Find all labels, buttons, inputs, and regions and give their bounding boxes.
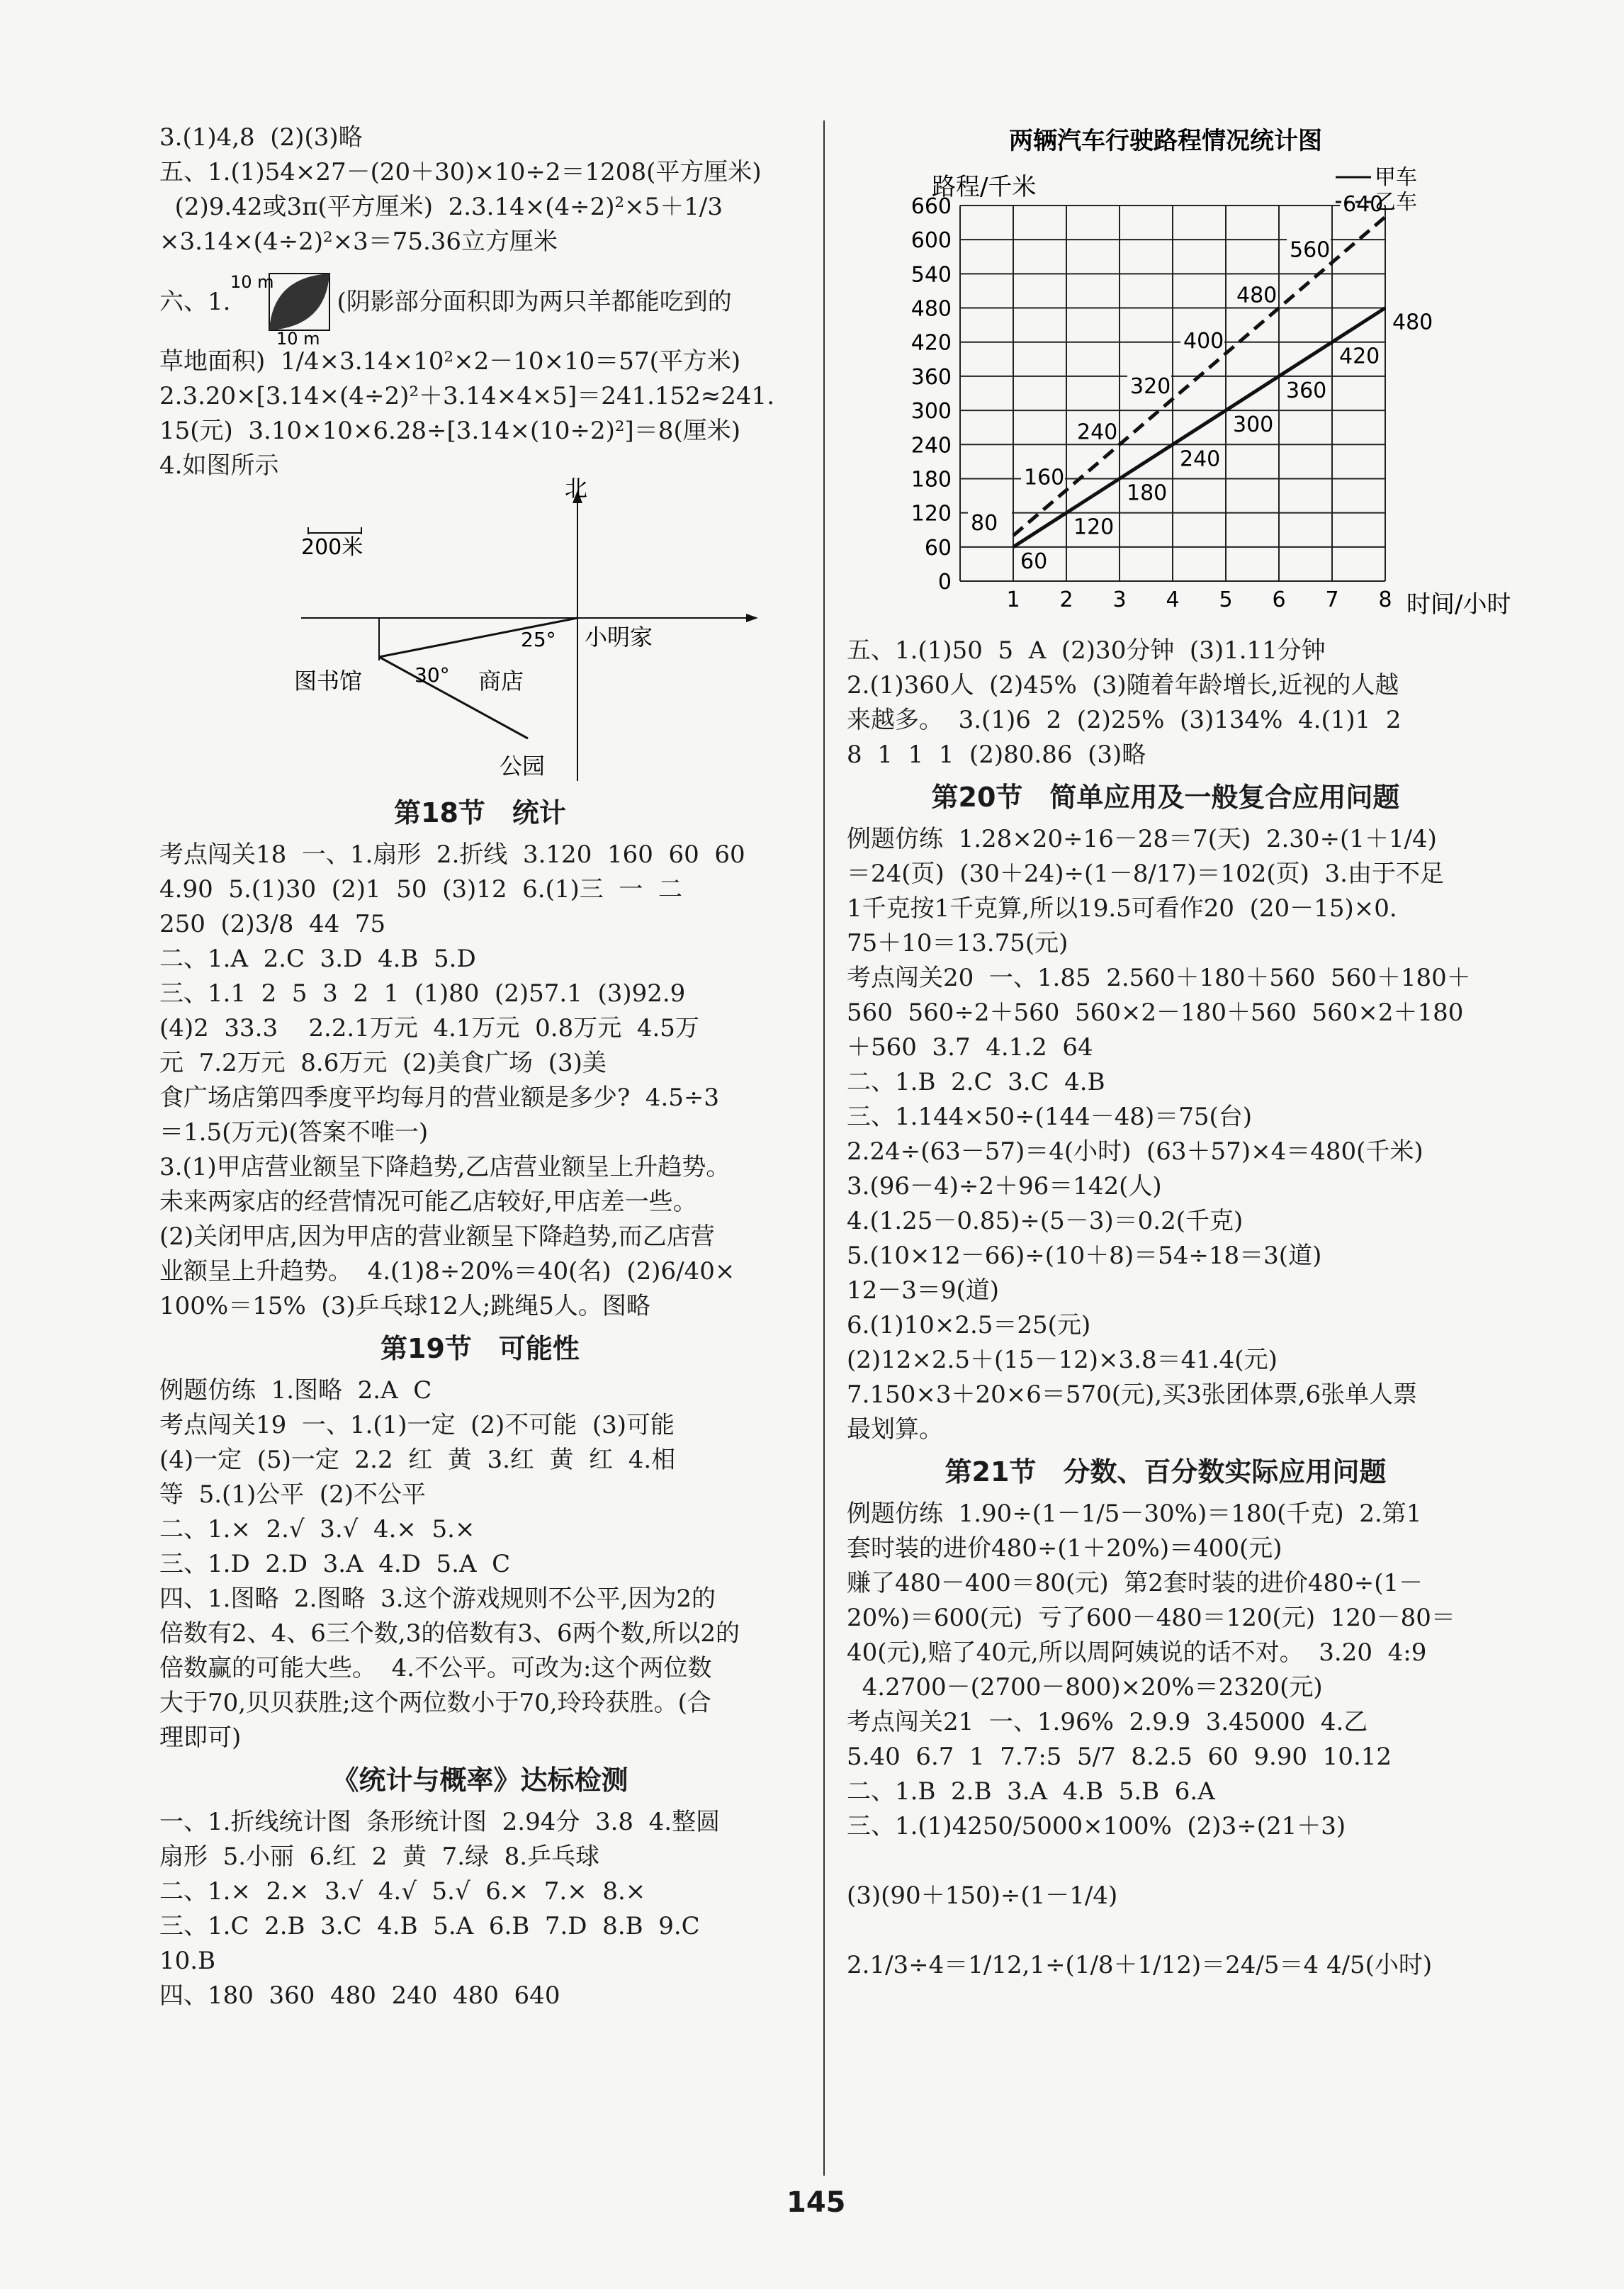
y-tick-label: 300 xyxy=(910,399,952,424)
text-line: (4)一定 (5)一定 2.2 红 黄 3.红 黄 红 4.相 xyxy=(159,1446,676,1474)
text-line: 赚了480－400＝80(元) 第2套时装的进价480÷(1－ xyxy=(847,1569,1423,1597)
data-label: 420 xyxy=(1339,344,1380,369)
text-line: 二、1.× 2.× 3.√ 4.√ 5.√ 6.× 7.× 8.× xyxy=(159,1877,646,1906)
x-tick-label: 3 xyxy=(1112,587,1127,612)
north-label: 北 xyxy=(565,475,588,502)
data-label: 180 xyxy=(1127,480,1168,506)
y-tick-label: 240 xyxy=(910,433,952,459)
home-label: 小明家 xyxy=(585,624,653,651)
figure-bottom-label: 10 m xyxy=(276,329,320,349)
text-line: (2)9.42或3π(平方厘米) 2.3.14×(4÷2)²×5＋1/3 xyxy=(159,193,723,221)
text-line: 例题仿练 1.图略 2.A C xyxy=(159,1376,432,1405)
data-label: 480 xyxy=(1236,283,1278,308)
data-label: 120 xyxy=(1073,514,1115,540)
text-line: 7.150×3＋20×6＝570(元),买3张团体票,6张单人票 xyxy=(847,1380,1418,1409)
section-19-body xyxy=(159,1373,801,1755)
y-tick-label: 600 xyxy=(910,228,952,254)
text-line: 二、1.B 2.B 3.A 4.B 5.B 6.A xyxy=(847,1777,1215,1806)
text-line: 五、1.(1)50 5 A (2)30分钟 (3)1.11分钟 xyxy=(847,636,1326,665)
section-19-title: 第19节 可能性 xyxy=(380,1333,580,1364)
section-20-title: 第20节 简单应用及一般复合应用问题 xyxy=(931,782,1400,813)
text-line: 二、1.B 2.C 3.C 4.B xyxy=(847,1068,1105,1096)
legend-label: 乙车 xyxy=(1375,190,1417,215)
text-line: 3.(96－4)÷2＋96＝142(人) xyxy=(847,1172,1162,1200)
shaded-figure-row xyxy=(159,259,801,349)
right-column xyxy=(847,120,1511,1983)
text-line: 二、1.× 2.√ 3.√ 4.× 5.× xyxy=(159,1515,475,1543)
text-line: 倍数有2、4、6三个数,3的倍数有3、6两个数,所以2的 xyxy=(159,1619,740,1648)
left-column xyxy=(159,120,801,2013)
angle-25: 25° xyxy=(521,628,556,651)
text-line: 二、1.A 2.C 3.D 4.B 5.D xyxy=(159,945,476,973)
y-tick-label: 60 xyxy=(924,535,952,561)
angle-30: 30° xyxy=(415,663,450,687)
text-line: 20%)＝600(元) 亏了600－480＝120(元) 120－80＝ xyxy=(847,1604,1455,1632)
text-line: 考点闯关19 一、1.(1)一定 (2)不可能 (3)可能 xyxy=(159,1411,675,1439)
text-line: 15(元) 3.10×10×6.28÷[3.14×(10÷2)²]＝8(厘米) xyxy=(159,417,740,445)
x-axis-label: 时间/小时 xyxy=(1406,590,1511,619)
text-line: 8 1 1 1 (2)80.86 (3)略 xyxy=(847,741,1146,769)
text-line: 考点闯关18 一、1.扇形 2.折线 3.120 160 60 60 xyxy=(159,840,745,869)
figure-side-label: 10 m xyxy=(230,272,274,292)
y-tick-label: 180 xyxy=(910,467,952,493)
text-line: 100%＝15% (3)乒乓球12人;跳绳5人。图略 xyxy=(159,1292,650,1320)
text-line: 12－3＝9(道) xyxy=(847,1276,1000,1305)
text-line: 四、1.图略 2.图略 3.这个游戏规则不公平,因为2的 xyxy=(159,1585,716,1613)
data-label: 320 xyxy=(1130,374,1171,400)
y-tick-label: 0 xyxy=(937,570,952,595)
section-18-body xyxy=(159,838,801,1324)
text-line: (2)关闭甲店,因为甲店的营业额呈下降趋势,而乙店营 xyxy=(159,1222,715,1251)
page-number: 145 xyxy=(786,2186,846,2219)
text-line: 三、1.1 2 5 3 2 1 (1)80 (2)57.1 (3)92.9 xyxy=(159,979,686,1008)
y-tick-label: 360 xyxy=(910,364,952,390)
text-line: ＝24(页) (30＋24)÷(1－8/17)＝102(页) 3.由于不足 xyxy=(847,860,1444,888)
text-line: 大于70,贝贝获胜;这个两位数小于70,玲玲获胜。(合 xyxy=(159,1689,711,1717)
text-line: 3.(1)4,8 (2)(3)略 xyxy=(159,123,363,152)
text-line: 5.(10×12－66)÷(10＋8)＝54÷18＝3(道) xyxy=(847,1242,1322,1270)
text-line: ×3.14×(4÷2)²×3＝75.36立方厘米 xyxy=(159,227,558,256)
shaded-region xyxy=(269,274,329,330)
chart-title: 两辆汽车行驶路程情况统计图 xyxy=(1009,127,1322,155)
park-label: 公园 xyxy=(500,753,546,780)
text-line: 三、1.C 2.B 3.C 4.B 5.A 6.B 7.D 8.B 9.C xyxy=(159,1912,700,1940)
text-line: 4.(1.25－0.85)÷(5－3)＝0.2(千克) xyxy=(847,1207,1244,1235)
data-label: 240 xyxy=(1077,420,1118,445)
library-label: 图书馆 xyxy=(294,668,363,694)
text-line: 业额呈上升趋势。 4.(1)8÷20%＝40(名) (2)6/40× xyxy=(159,1257,735,1286)
data-label: 560 xyxy=(1290,237,1331,263)
text-line: 三、1.144×50÷(144－48)＝75(台) xyxy=(847,1103,1253,1131)
data-label: 400 xyxy=(1183,328,1224,354)
left-block-a xyxy=(159,120,801,259)
column-divider xyxy=(823,120,825,2176)
text-line: (4)2 33.3 2.2.1万元 4.1万元 0.8万元 4.5万 xyxy=(159,1014,699,1042)
data-label: 60 xyxy=(1020,549,1048,574)
text-line: 3.(1)甲店营业额呈下降趋势,乙店营业额呈上升趋势。 xyxy=(159,1153,731,1181)
text-line: 560 560÷2＋560 560×2－180＋560 560×2＋180 xyxy=(847,999,1464,1027)
y-tick-label: 480 xyxy=(910,296,952,322)
text-line: 扇形 5.小丽 6.红 2 黄 7.绿 8.乒乓球 xyxy=(159,1843,600,1871)
data-label: 80 xyxy=(971,510,998,536)
test-title: 《统计与概率》达标检测 xyxy=(332,1765,628,1796)
text-line: 4.90 5.(1)30 (2)1 50 (3)12 6.(1)三 一 二 xyxy=(159,875,682,904)
section-21-title: 第21节 分数、百分数实际应用问题 xyxy=(944,1456,1387,1487)
text-line: 等 5.(1)公平 (2)不公平 xyxy=(159,1480,426,1509)
y-tick-label: 120 xyxy=(910,501,952,527)
legend-label: 甲车 xyxy=(1375,165,1417,190)
text-line: 2.3.20×[3.14×(4÷2)²＋3.14×4×5]＝241.152≈241. xyxy=(159,382,774,410)
text-line: 三、1.D 2.D 3.A 4.D 5.A C xyxy=(159,1550,511,1578)
text-line: 五、1.(1)54×27－(20＋30)×10÷2＝1208(平方厘米) xyxy=(159,158,762,186)
data-label: 640 xyxy=(1343,192,1384,218)
text-line: 4.如图所示 xyxy=(159,451,279,480)
text-line: 考点闯关20 一、1.85 2.560＋180＋560 560＋180＋ xyxy=(847,964,1471,992)
text-line: 理即可) xyxy=(159,1723,242,1752)
scale-label: 200米 xyxy=(301,535,363,560)
text-line: 未来两家店的经营情况可能乙店较好,甲店差一些。 xyxy=(159,1188,697,1216)
text-line: 例题仿练 1.90÷(1－1/5－30%)＝180(千克) 2.第1 xyxy=(847,1500,1422,1528)
text-line: 40(元),赔了40元,所以周阿姨说的话不对。 3.20 4:9 xyxy=(847,1638,1427,1667)
data-label: 300 xyxy=(1233,412,1274,438)
text-line: 元 7.2万元 8.6万元 (2)美食广场 (3)美 xyxy=(159,1049,607,1077)
x-tick-label: 5 xyxy=(1219,587,1233,612)
text-line: 1千克按1千克算,所以19.5可看作20 (20－15)×0. xyxy=(847,894,1397,923)
text-line: 2.1/3÷4＝1/12,1÷(1/8＋1/12)＝24/5＝4 4/5(小时) xyxy=(847,1951,1433,1979)
x-tick-label: 2 xyxy=(1059,587,1073,612)
y-tick-label: 660 xyxy=(910,194,952,219)
data-label: 240 xyxy=(1180,446,1221,472)
text-line: 例题仿练 1.28×20÷16－28＝7(天) 2.30÷(1＋1/4) xyxy=(847,825,1437,853)
section-20-body xyxy=(847,822,1484,1447)
text-line: (2)12×2.5＋(15－12)×3.8＝41.4(元) xyxy=(847,1346,1278,1374)
text-line: 四、180 360 480 240 480 640 xyxy=(159,1981,560,2010)
text-line: 食广场店第四季度平均每月的营业额是多少? 4.5÷3 xyxy=(159,1084,720,1112)
x-tick-label: 4 xyxy=(1166,587,1180,612)
section-21-body xyxy=(847,1497,1484,1983)
text-line: ＋560 3.7 4.1.2 64 xyxy=(847,1033,1093,1062)
text-line: ＝1.5(万元)(答案不唯一) xyxy=(159,1118,429,1147)
x-tick-label: 6 xyxy=(1272,587,1286,612)
text-line: 250 (2)3/8 44 75 xyxy=(159,910,386,938)
text-line: 最划算。 xyxy=(847,1415,943,1444)
shaded-square-figure xyxy=(230,259,337,349)
section-18-title: 第18节 统计 xyxy=(394,797,566,828)
figure-prefix: 六、1. xyxy=(159,287,231,316)
y-tick-label: 420 xyxy=(910,330,952,356)
text-line: 75＋10＝13.75(元) xyxy=(847,929,1068,957)
x-tick-label: 8 xyxy=(1378,587,1392,612)
y-tick-label: 540 xyxy=(910,262,952,288)
text-line: 5.40 6.7 1 7.7:5 5/7 8.2.5 60 9.90 10.12 xyxy=(847,1743,1392,1771)
text-line: 倍数赢的可能大些。 4.不公平。可改为:这个两位数 xyxy=(159,1654,712,1682)
data-label: 480 xyxy=(1392,310,1433,335)
text-line: 一、1.折线统计图 条形统计图 2.94分 3.8 4.整圆 xyxy=(159,1808,721,1836)
text-line: 10.B xyxy=(159,1947,216,1975)
text-line: 考点闯关21 一、1.96% 2.9.9 3.45000 4.乙 xyxy=(847,1708,1368,1736)
y-axis-label: 路程/千米 xyxy=(932,173,1037,201)
test-body xyxy=(159,1805,801,2013)
data-label: 360 xyxy=(1286,378,1327,403)
x-tick-label: 1 xyxy=(1006,587,1020,612)
text-line: 4.2700－(2700－800)×20%＝2320(元) xyxy=(847,1673,1323,1702)
text-line: 草地面积) 1/4×3.14×10²×2－10×10＝57(平方米) xyxy=(159,347,741,376)
direction-map xyxy=(159,475,801,788)
east-arrow xyxy=(746,614,758,622)
text-line: (3)(90＋150)÷(1－1/4) xyxy=(847,1882,1118,1910)
left-block-b xyxy=(159,344,801,483)
text-line: 来越多。 3.(1)6 2 (2)25% (3)134% 4.(1)1 2 xyxy=(847,706,1402,734)
text-line: 三、1.(1)4250/5000×100% (2)3÷(21＋3) xyxy=(847,1812,1346,1840)
text-line: 6.(1)10×2.5＝25(元) xyxy=(847,1311,1091,1339)
text-line: 套时装的进价480÷(1＋20%)＝400(元) xyxy=(847,1534,1282,1563)
figure-text: (阴影部分面积即为两只羊都能吃到的 xyxy=(337,287,732,316)
store-label: 商店 xyxy=(478,668,524,694)
x-tick-label: 7 xyxy=(1325,587,1339,612)
text-line xyxy=(847,1913,1484,1948)
text-line: 2.(1)360人 (2)45% (3)随着年龄增长,近视的人越 xyxy=(847,671,1399,699)
distance-chart xyxy=(847,120,1511,631)
text-line xyxy=(847,1844,1484,1879)
text-line: 2.24÷(63－57)＝4(小时) (63＋57)×4＝480(千米) xyxy=(847,1137,1423,1166)
data-label: 160 xyxy=(1024,465,1065,490)
right-block-a xyxy=(847,634,1484,772)
